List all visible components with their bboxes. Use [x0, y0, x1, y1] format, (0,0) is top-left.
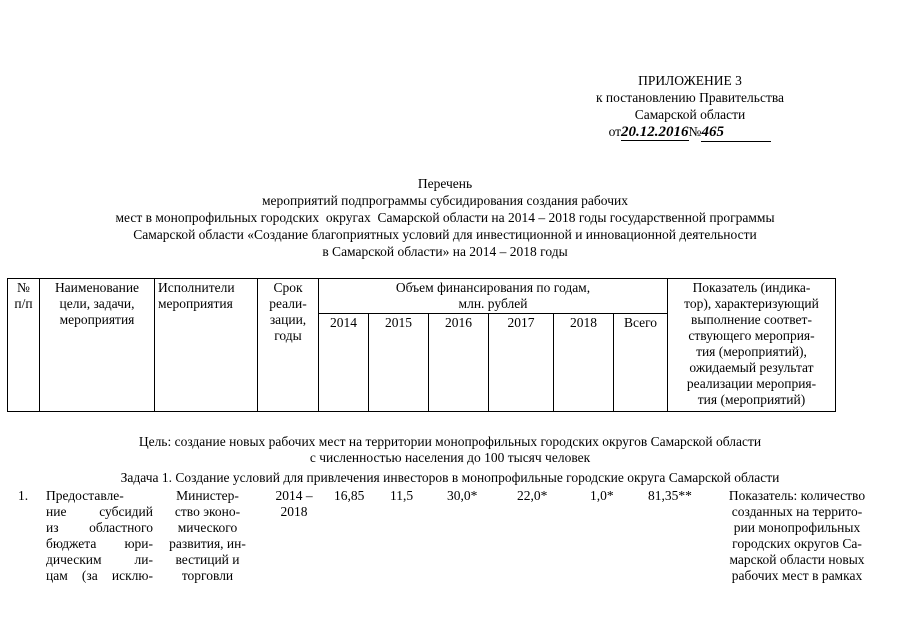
appendix-date-line [560, 123, 820, 142]
from-label: от [608, 124, 622, 139]
col-executors: Исполнители мероприятия [155, 279, 258, 412]
row1-value-2016: 30,0* [447, 488, 478, 503]
col-indicator: Показатель (индика- тор), характеризующий выполнение соответ- ствующего мероприя- тия (мероприятий), ожидаемый результат реализации мероприя- тия (мероприятий) [668, 279, 836, 412]
row1-value-2017: 22,0* [517, 488, 548, 503]
heading-line1: Перечень [417, 176, 473, 191]
handwritten-number: 465 [701, 124, 771, 142]
appendix-title: ПРИЛОЖЕНИЕ 3 [638, 73, 742, 88]
year-2017: 2017 [489, 314, 554, 412]
col-name: Наименование цели, задачи, мероприятия [40, 279, 155, 412]
year-2016: 2016 [429, 314, 489, 412]
row1-indicator: Показатель: количество созданных на террито- рии монопрофильных городских округов Са- марской области новых рабочих мест в рамках [728, 488, 866, 583]
appendix-line2: к постановлению Правительства [595, 90, 785, 105]
task-text: Задача 1. Создание условий для привлечения инвесторов в монопрофильные городские округа Самарской области [120, 470, 780, 485]
row1-value-2015: 11,5 [390, 488, 414, 503]
year-2014: 2014 [319, 314, 369, 412]
year-2015: 2015 [369, 314, 429, 412]
row1-number: 1. [18, 488, 29, 503]
row1-value-2018: 1,0* [590, 488, 614, 503]
header-table [7, 278, 836, 412]
year-2018: 2018 [554, 314, 614, 412]
row1-value-total: 81,35** [648, 488, 692, 503]
heading-line3: мест в монопрофильных городских округах Самарской области на 2014 – 2018 годы государственной программы [115, 210, 775, 225]
col-funding: Объем финансирования по годам, млн. рублей [319, 279, 668, 314]
col-term: Срок реали- зации, годы [258, 279, 319, 412]
document-heading [60, 175, 830, 260]
row1-term: 2014 – 2018 [275, 488, 313, 519]
heading-line2: мероприятий подпрограммы субсидирования создания рабочих [262, 193, 628, 208]
number-label: № [688, 124, 702, 139]
heading-line4: Самарской области «Создание благоприятных условий для инвестиционной и инновационной деятельности [133, 227, 757, 242]
handwritten-date: 20.12.2016 [621, 124, 689, 140]
year-total: Всего [614, 314, 668, 412]
appendix-block [560, 72, 820, 142]
row1-name: Предоставле- ние субсидий из областного бюджета юри- дическим ли- цам (за исклю- [46, 488, 153, 583]
row1-executor: Министер- ство эконо- мического развития, ин- вестиций и торговли [169, 488, 246, 583]
heading-line5: в Самарской области» на 2014 – 2018 годы [322, 244, 568, 259]
row1-value-2014: 16,85 [334, 488, 365, 503]
col-number: № п/п [8, 279, 40, 412]
goal-text: Цель: создание новых рабочих мест на территории монопрофильных городских округов Самарской области с численностью населения до 100 тысяч человек [138, 434, 762, 465]
appendix-line3: Самарской области [634, 107, 746, 122]
